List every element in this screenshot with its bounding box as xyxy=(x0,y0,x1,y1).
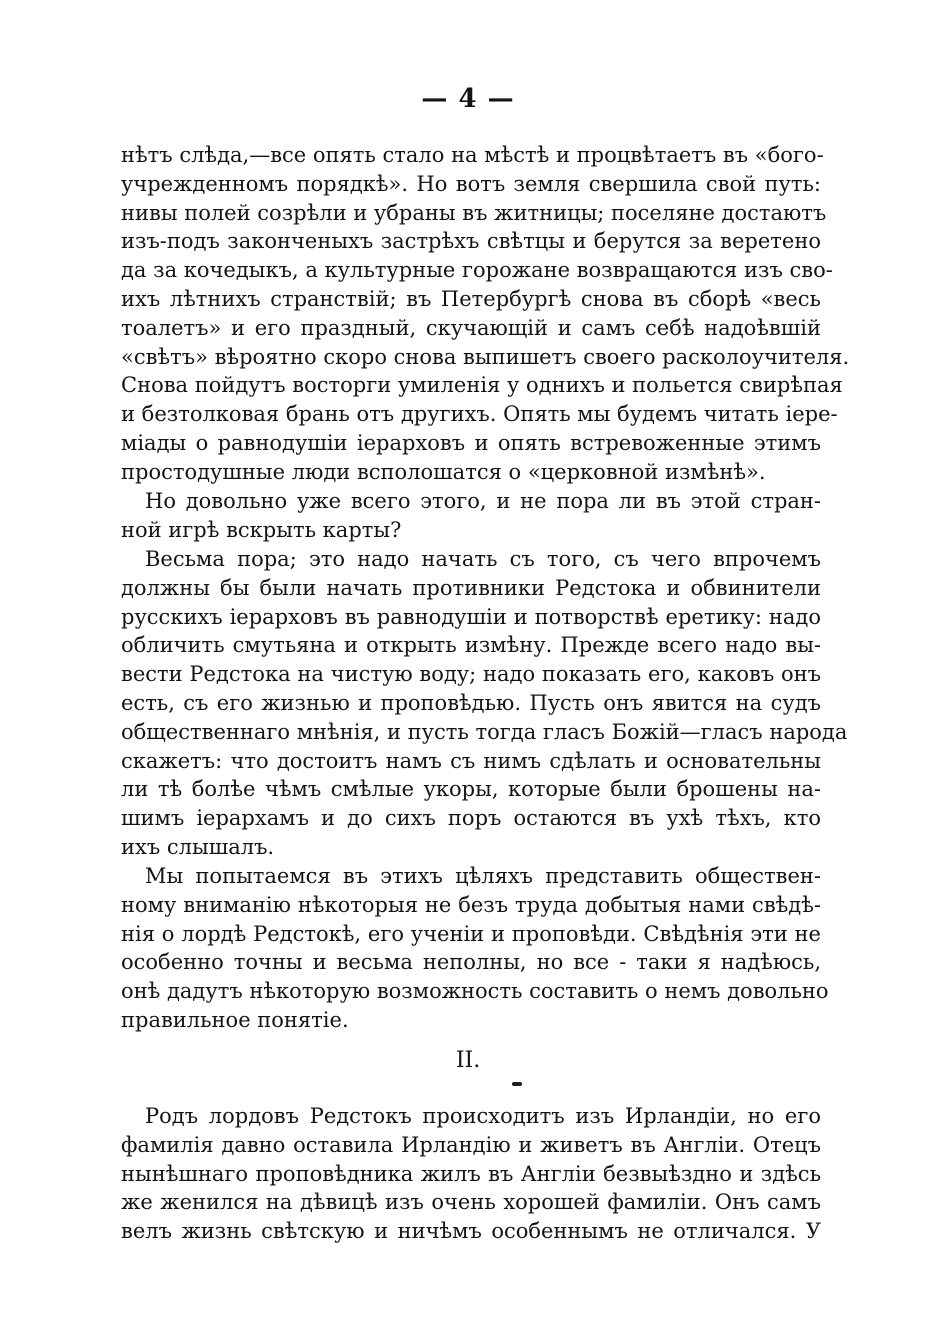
text-line: ли тѣ болѣе чѣмъ смѣлые укоры, которые были брошены на- xyxy=(121,777,821,802)
text-line: простодушные люди всполошатся о «церковной измѣнѣ». xyxy=(121,459,766,484)
text-line: же женился на дѣвицѣ изъ очень хорошей фамиліи. Онъ самъ xyxy=(121,1190,821,1215)
text-line: велъ жизнь свѣтскую и ничѣмъ особеннымъ не отличался. У xyxy=(121,1219,821,1244)
paragraph-question xyxy=(121,487,821,545)
section-heading: II. xyxy=(455,1048,481,1073)
text-line: да за кочедыкъ, а культурные горожане возвращаются изъ сво- xyxy=(121,258,833,283)
paragraph-answer xyxy=(121,545,848,862)
text-line: нія о лордѣ Редстокѣ, его ученіи и проповѣди. Свѣдѣнія эти не xyxy=(121,921,821,946)
text-line: Весьма пора; это надо начать съ того, съ чего впрочемъ xyxy=(145,547,821,571)
text-line: русскихъ іерарховъ въ равнодушіи и потворствѣ еретику: надо xyxy=(121,604,821,629)
paragraph-lineage xyxy=(121,1102,821,1246)
text-line: изъ-подъ законченыхъ застрѣхъ свѣтцы и берутся за веретено xyxy=(121,229,821,254)
text-line: нынѣшнаго проповѣдника жилъ въ Англіи безвыѣздно и здѣсь xyxy=(121,1161,821,1186)
text-line: фамилія давно оставила Ирландію и живетъ въ Англіи. Отецъ xyxy=(121,1132,821,1157)
text-line: Но довольно уже всего этого, и не пора ли въ этой стран- xyxy=(145,489,821,513)
text-line: Родъ лордовъ Редстокъ происходитъ изъ Ирландіи, но его xyxy=(145,1104,821,1128)
text-line: есть, съ его жизнью и проповѣдью. Пусть онъ явится на судъ xyxy=(121,690,821,715)
text-line: должны бы были начать противники Редстока и обвинители xyxy=(121,575,821,600)
text-line: обличить смутьяна и открыть измѣну. Прежде всего надо вы- xyxy=(121,633,821,658)
paragraph-intent xyxy=(121,862,829,1035)
text-line: ному вниманію нѣкоторыя не безъ труда добытыя нами свѣдѣ- xyxy=(121,892,821,917)
text-line: шимъ іерархамъ и до сихъ поръ остаются въ ухѣ тѣхъ, кто xyxy=(121,806,821,831)
text-line: «свѣтъ» вѣроятно скоро снова выпишетъ своего расколоучителя. xyxy=(121,344,850,369)
text-line: онѣ дадутъ нѣкоторую возможность составить о немъ довольно xyxy=(121,979,829,1004)
text-line: нѣтъ слѣда,—все опять стало на мѣстѣ и процвѣтаетъ въ «бого- xyxy=(121,143,824,167)
text-line: общественнаго мнѣнія, и пусть тогда гласъ Божій—гласъ народа xyxy=(121,719,848,744)
paragraph-continuation xyxy=(121,141,850,487)
text-line: міады о равнодушіи іерарховъ и опять встревоженные этимъ xyxy=(121,430,821,455)
text-line: особенно точны и весьма неполны, но все - таки я надѣюсь, xyxy=(121,950,821,975)
text-line: тоалетъ» и его праздный, скучающій и самъ себѣ надоѣвшій xyxy=(121,315,821,340)
text-line: Снова пойдутъ восторги умиленія у однихъ и польется свирѣпая xyxy=(121,373,843,398)
text-line: правильное понятіе. xyxy=(121,1007,349,1032)
text-line: учрежденномъ порядкѣ». Но вотъ земля свершила свой путь: xyxy=(121,171,821,196)
text-line: вести Редстока на чистую воду; надо показать его, каковъ онъ xyxy=(121,662,821,687)
text-line: Мы попытаемся въ этихъ цѣляхъ представить обществен- xyxy=(145,864,821,888)
text-line: ной игрѣ вскрыть карты? xyxy=(121,517,402,542)
text-line: и безтолковая брань отъ другихъ. Опять мы будемъ читать іере- xyxy=(121,402,838,427)
text-line: нивы полей созрѣли и убраны въ житницы; поселяне достаютъ xyxy=(121,200,827,225)
section-ornament xyxy=(512,1082,522,1086)
page-number: — 4 — xyxy=(421,84,515,114)
text-line: скажетъ: что достоитъ намъ съ нимъ сдѣлать и основательны xyxy=(121,748,821,773)
text-line: ихъ лѣтнихъ странствій; въ Петербургѣ снова въ сборѣ «весь xyxy=(121,286,821,311)
text-line: ихъ слышалъ. xyxy=(121,834,275,859)
